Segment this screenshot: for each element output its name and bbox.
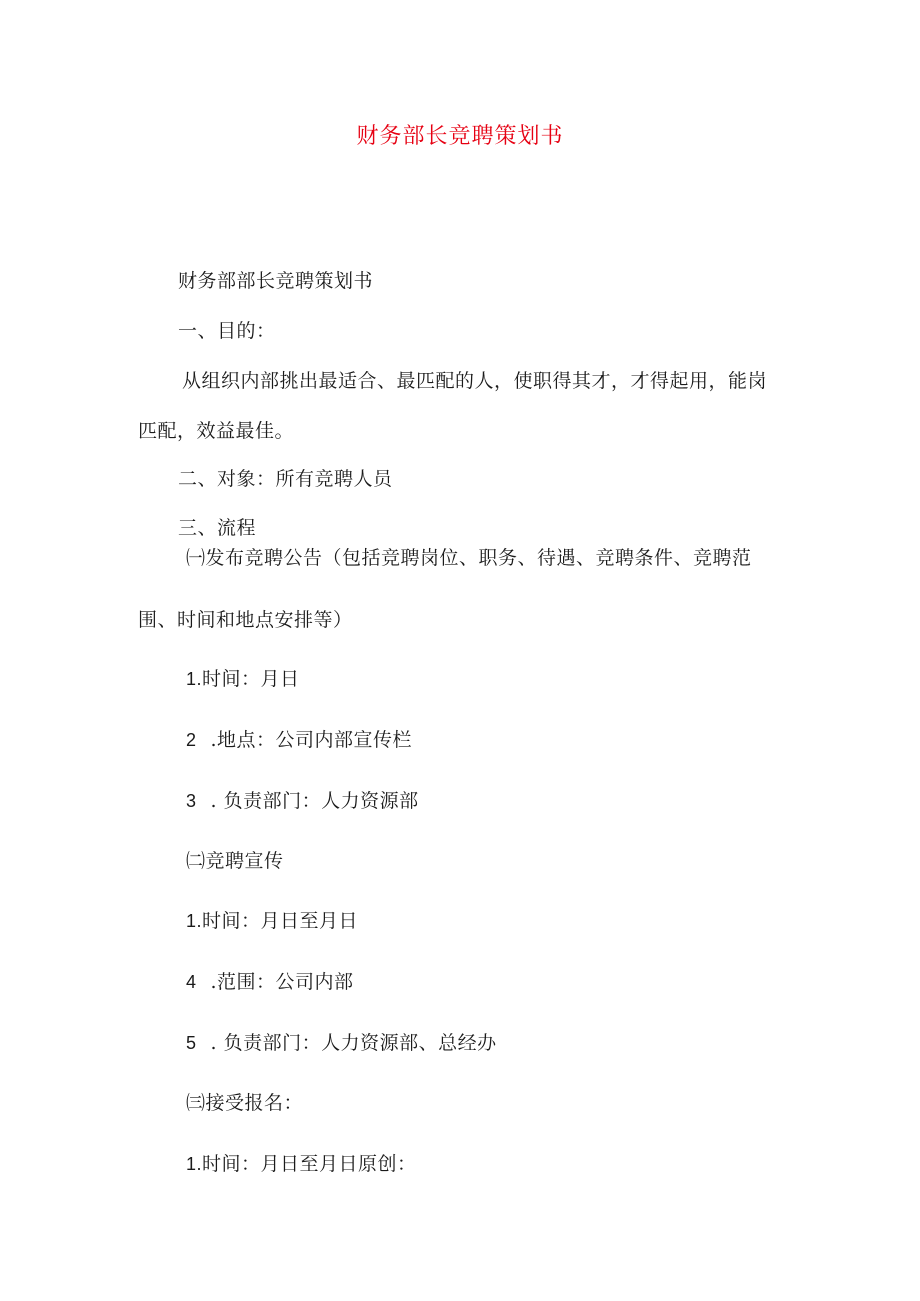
subsection-announcement-line-1: ㈠发布竞聘公告（包括竞聘岗位、职务、待遇、竞聘条件、竞聘范: [186, 547, 752, 569]
document-heading: 财务部部长竞聘策划书: [178, 270, 374, 292]
list-item: [186, 969, 354, 995]
list-item-number: 2: [186, 730, 197, 750]
list-item: [186, 1030, 497, 1056]
list-item-text: 时间：月日至月日: [202, 910, 359, 932]
purpose-paragraph-line-2: 匹配，效益最佳。: [138, 420, 295, 442]
section-target-heading: 二、对象：所有竞聘人员: [178, 468, 393, 490]
list-item-number: 5: [186, 1033, 197, 1053]
purpose-paragraph-line-1: 从组织内部挑出最适合、最匹配的人，使职得其才，才得起用，能岗: [182, 370, 768, 392]
list-item-text: . 负责部门：人力资源部: [210, 790, 419, 812]
subsection-promotion-heading: ㈡竞聘宣传: [186, 850, 284, 872]
list-item-number: 4: [186, 972, 197, 992]
section-purpose-heading: 一、目的：: [178, 320, 276, 342]
list-item-text: 时间：月日至月日原创：: [202, 1153, 417, 1175]
list-item-number: 1.: [186, 1154, 203, 1174]
subsection-registration-heading: ㈢接受报名：: [186, 1092, 304, 1114]
list-item-number: 1.: [186, 911, 203, 931]
list-item-number: 3: [186, 791, 197, 811]
list-item: [186, 666, 300, 692]
list-item: [186, 908, 358, 934]
list-item-text: . 负责部门：人力资源部、总经办: [210, 1032, 497, 1054]
list-item-number: 1.: [186, 669, 203, 689]
list-item-text: .地点：公司内部宣传栏: [210, 729, 413, 751]
list-item: [186, 727, 412, 753]
section-process-heading: 三、流程: [178, 517, 257, 539]
list-item: [186, 788, 419, 814]
list-item-text: .范围：公司内部: [210, 971, 354, 993]
subsection-announcement-line-2: 围、时间和地点安排等）: [138, 609, 353, 631]
list-item: [186, 1151, 417, 1177]
list-item-text: 时间：月日: [202, 668, 300, 690]
document-title: 财务部长竞聘策划书: [356, 124, 564, 149]
